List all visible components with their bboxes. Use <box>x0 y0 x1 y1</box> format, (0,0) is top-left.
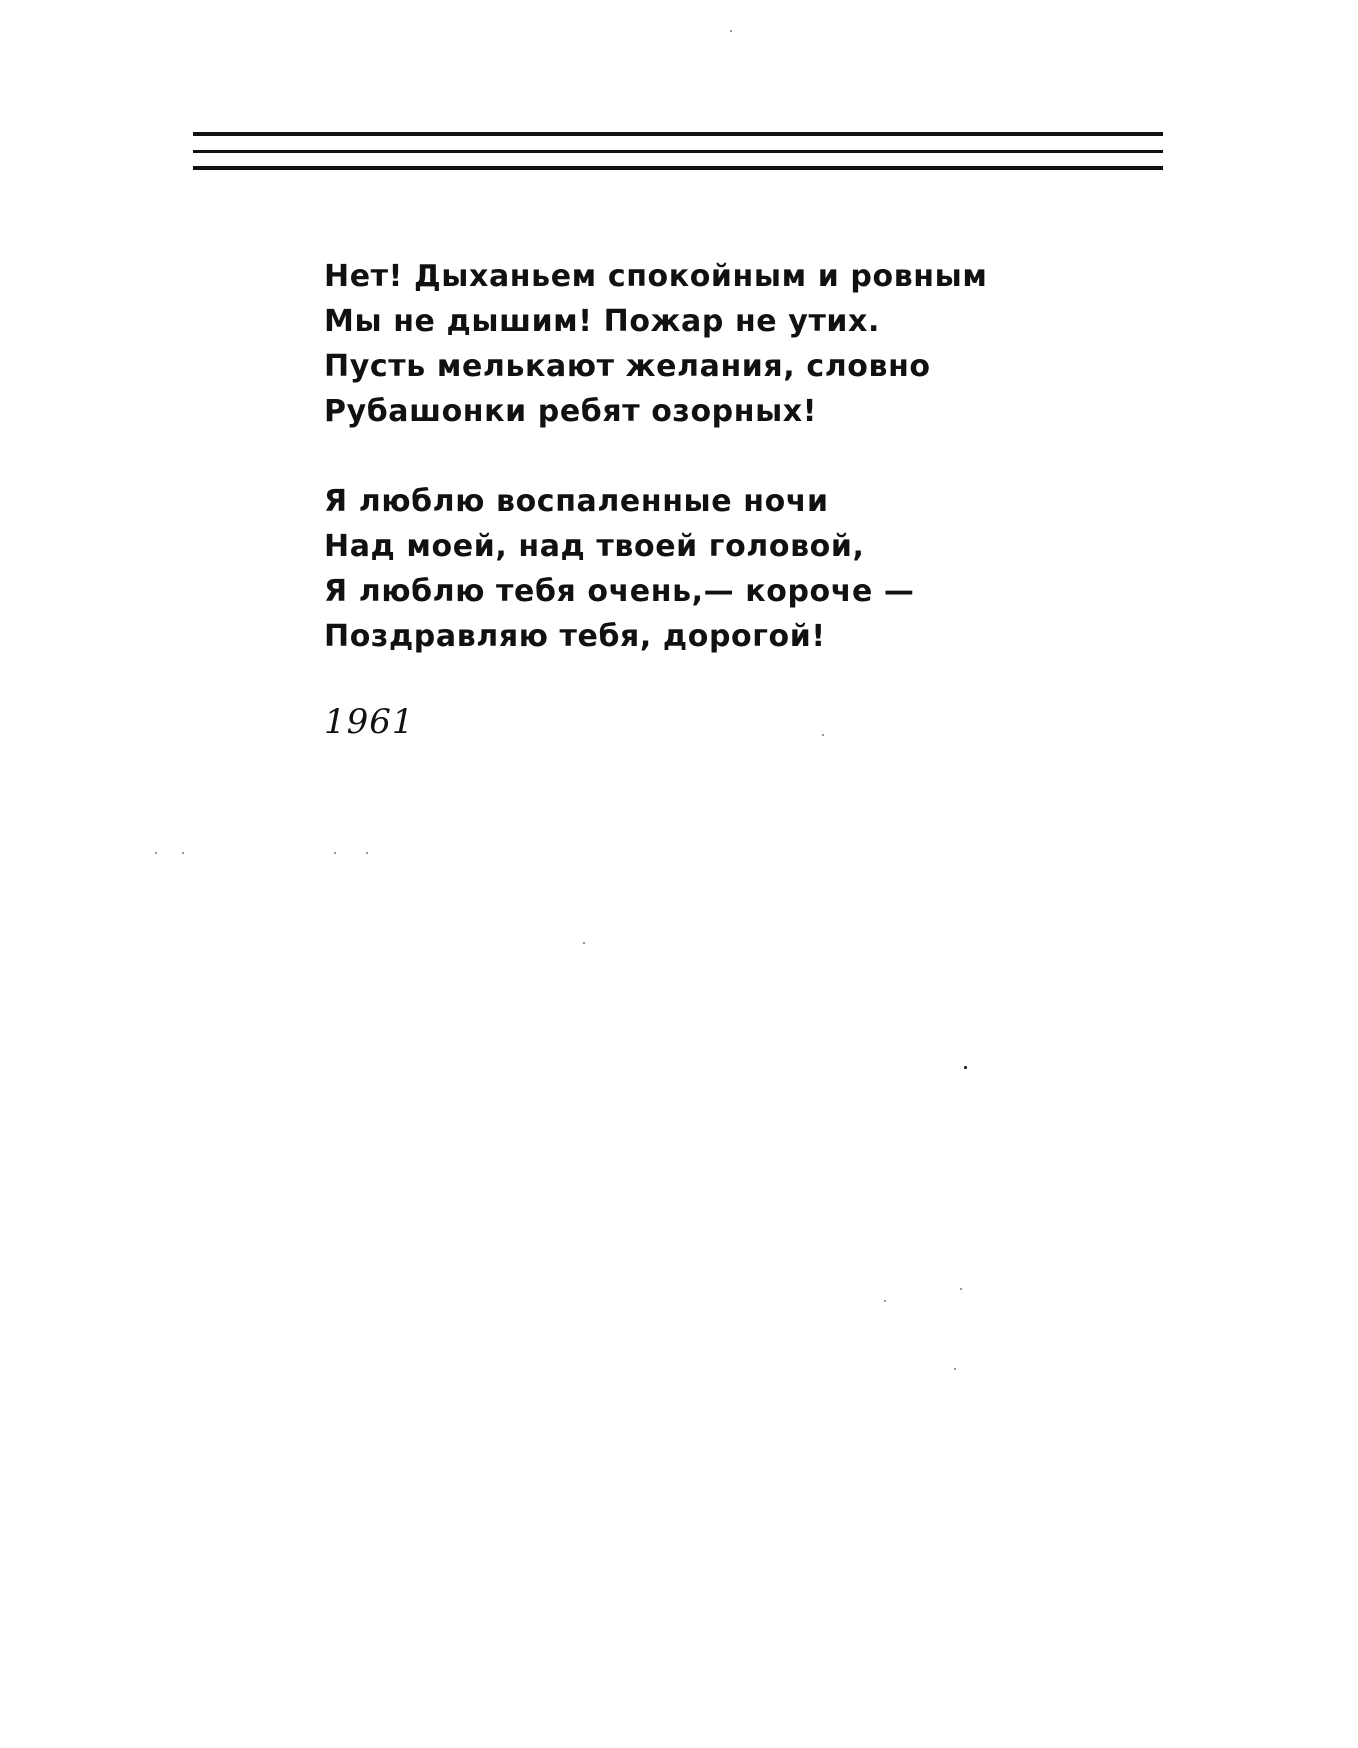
poem-year: 1961 <box>324 702 415 742</box>
scan-speck <box>822 734 824 736</box>
scan-speck <box>960 1288 962 1290</box>
stanza <box>324 479 1084 659</box>
poem-line: Над моей, над твоей головой, <box>324 529 865 564</box>
header-rule-middle <box>193 150 1163 153</box>
poem-line: Нет! Дыханьем спокойным и ровным <box>324 259 988 294</box>
poem-body <box>324 254 1084 704</box>
scan-speck <box>366 852 368 854</box>
poem-line: Поздравляю тебя, дорогой! <box>324 619 826 654</box>
poem-line: Мы не дышим! Пожар не утих. <box>324 304 880 339</box>
scan-speck <box>884 1300 886 1302</box>
poem-line: Пусть мелькают желания, словно <box>324 349 931 384</box>
scan-speck <box>583 942 585 944</box>
scan-speck <box>182 852 184 854</box>
scan-speck <box>334 852 336 854</box>
scan-speck <box>964 1066 967 1069</box>
stanza <box>324 254 1084 434</box>
poem-line: Я люблю тебя очень,— короче — <box>324 574 915 609</box>
scan-speck <box>954 1368 956 1370</box>
poem-line: Я люблю воспаленные ночи <box>324 484 829 519</box>
header-rule-top <box>193 132 1163 136</box>
poem-line: Рубашонки ребят озорных! <box>324 394 818 429</box>
scan-speck <box>155 852 157 854</box>
scan-speck <box>730 30 732 32</box>
header-rule-bottom <box>193 166 1163 170</box>
